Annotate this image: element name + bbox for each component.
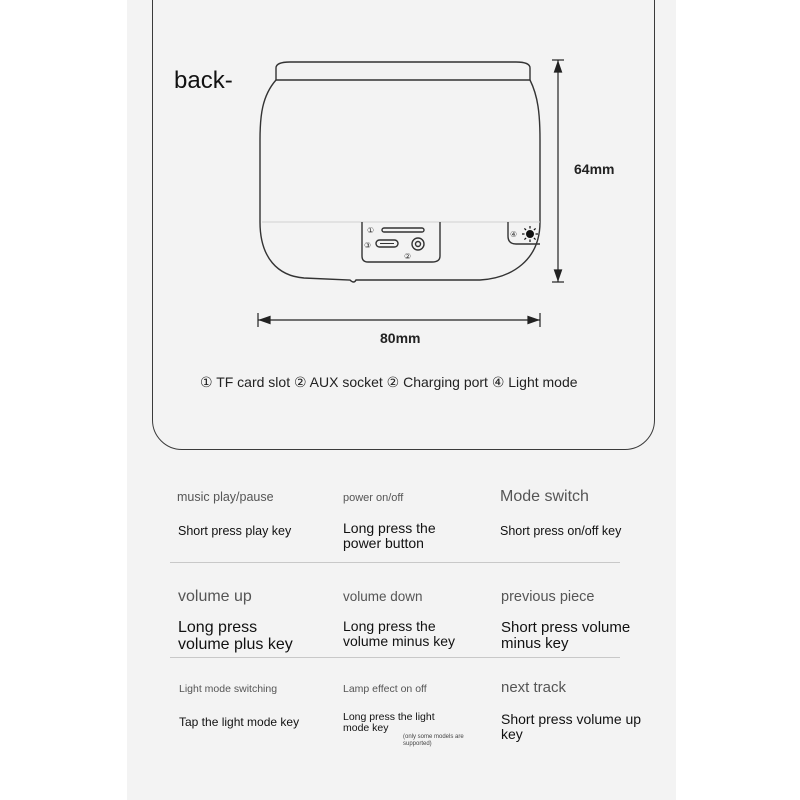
control-title: volume up bbox=[178, 588, 252, 605]
width-dimension bbox=[258, 313, 540, 327]
marker-3: ③ bbox=[364, 241, 372, 250]
control-desc: Short press play key bbox=[178, 524, 292, 538]
model-note: (only some models are supported) bbox=[403, 734, 464, 747]
control-desc: Short press volume minus key bbox=[501, 619, 631, 652]
row-divider bbox=[170, 657, 620, 658]
port-legend: ① TF card slot ② AUX socket ② Charging port ④ Light mode bbox=[200, 374, 578, 390]
control-desc: Long press the power button bbox=[343, 520, 436, 551]
marker-4: ④ bbox=[510, 230, 518, 239]
control-desc: Short press volume up key bbox=[501, 711, 642, 742]
control-title: volume down bbox=[343, 589, 423, 604]
view-label: back- bbox=[174, 67, 233, 94]
speaker-lid bbox=[276, 62, 530, 80]
speaker-body bbox=[260, 80, 540, 282]
control-desc: Long press volume plus key bbox=[178, 619, 293, 653]
height-label: 64mm bbox=[574, 161, 615, 177]
width-label: 80mm bbox=[380, 330, 421, 346]
height-dimension bbox=[552, 60, 564, 282]
control-title: power on/off bbox=[343, 492, 404, 504]
control-title: Mode switch bbox=[500, 488, 589, 505]
control-title: previous piece bbox=[501, 589, 595, 605]
control-title: music play/pause bbox=[177, 490, 274, 504]
control-desc: Long press the light mode key bbox=[343, 711, 435, 735]
control-title: Lamp effect on off bbox=[343, 683, 427, 695]
control-title: next track bbox=[501, 679, 567, 696]
aux-socket bbox=[412, 238, 424, 250]
control-desc: Tap the light mode key bbox=[179, 715, 300, 729]
tf-card-slot bbox=[382, 228, 424, 232]
marker-1: ① bbox=[367, 226, 375, 235]
marker-2: ② bbox=[404, 252, 412, 261]
row-divider bbox=[170, 562, 620, 563]
control-title: Light mode switching bbox=[179, 683, 278, 695]
sun-icon bbox=[522, 226, 538, 242]
control-desc: Short press on/off key bbox=[500, 524, 622, 538]
control-desc: Long press the volume minus key bbox=[343, 618, 456, 649]
